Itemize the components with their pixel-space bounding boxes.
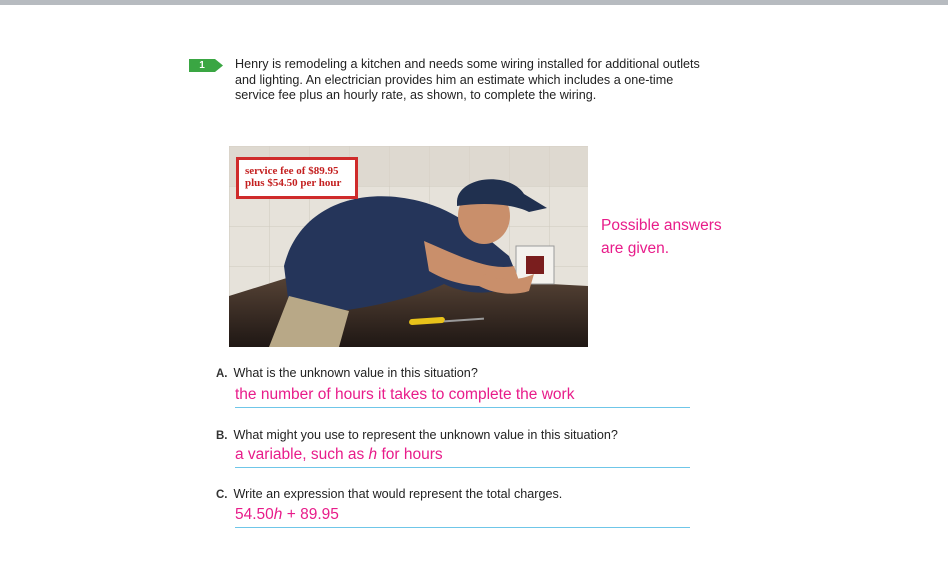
question-c-prompt: Write an expression that would represent the total charges. [233,487,563,501]
answer-a [235,385,690,408]
question-a-prompt: What is the unknown value in this situation? [233,366,478,380]
question-a [216,366,478,382]
question-a-letter: A. [216,368,228,380]
answer-c [235,505,690,528]
top-bar [0,0,948,5]
question-c-letter: C. [216,489,228,501]
answer-a-text: the number of hours it takes to complete the work [235,386,575,403]
answer-c-coef: 54.50 [235,506,274,523]
question-c [216,487,562,503]
question-b-letter: B. [216,430,228,442]
note-line-2: are given. [601,240,670,257]
answer-b-var: h [368,446,378,463]
question-b [216,428,618,444]
answer-c-post: + 89.95 [282,506,339,523]
answer-b [235,445,690,468]
problem-number-badge [189,59,223,72]
question-b-prompt: What might you use to represent the unknown value in this situation? [233,428,618,442]
callout-hourly-rate: plus $54.50 per hour [245,177,342,189]
possible-answers-note [601,214,722,260]
note-line-1: Possible answers [601,217,722,234]
answer-c-var: h [273,506,283,523]
problem-text: Henry is remodeling a kitchen and needs some wiring installed for additional outlets and lighting. An electrician provides him an estimate which includes a one-time service fee plus an hourly rate, as shown, to complete the wiring. [235,57,700,102]
answer-b-post: for hours [377,446,443,463]
answer-b-pre: a variable, such as [235,446,369,463]
callout-service-fee: service fee of $89.95 [245,165,339,177]
price-callout [236,157,358,199]
problem-number: 1 [199,60,205,71]
